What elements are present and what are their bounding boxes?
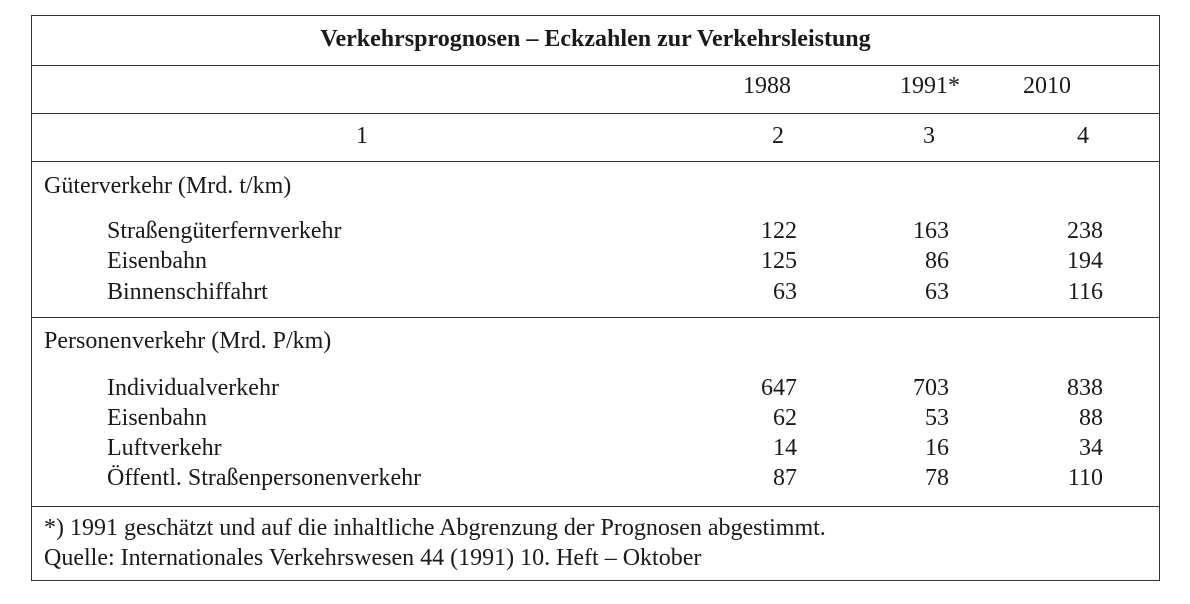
year-header-1988: 1988 [743, 73, 791, 99]
column-number: 1 [356, 123, 368, 149]
cell-2010: 238 [1067, 218, 1103, 244]
source-note: Quelle: Internationales Verkehrswesen 44 (1991) 10. Heft – Oktober [44, 545, 702, 571]
row-label: Individualverkehr [107, 375, 279, 401]
section-heading-personenverkehr: Personenverkehr (Mrd. P/km) [44, 328, 332, 354]
cell-1988: 14 [773, 435, 797, 461]
divider [32, 317, 1159, 318]
cell-1991: 53 [925, 405, 949, 431]
divider [32, 113, 1159, 114]
row-label: Öffentl. Straßenpersonenverkehr [107, 465, 422, 491]
cell-1991: 703 [913, 375, 949, 401]
row-label: Eisenbahn [107, 248, 207, 274]
cell-1988: 62 [773, 405, 797, 431]
column-number: 3 [923, 123, 935, 149]
footnote: *) 1991 geschätzt und auf die inhaltliche Abgrenzung der Prognosen abgestimmt. [44, 515, 826, 541]
row-label: Luftverkehr [107, 435, 222, 461]
divider [32, 506, 1159, 507]
divider [32, 65, 1159, 66]
row-label: Straßengüterfernverkehr [107, 218, 342, 244]
year-header-2010: 2010 [1023, 73, 1071, 99]
cell-1988: 647 [761, 375, 797, 401]
table-frame [31, 15, 1160, 581]
cell-1988: 63 [773, 279, 797, 305]
cell-2010: 116 [1067, 279, 1103, 305]
divider [32, 161, 1159, 162]
cell-2010: 34 [1079, 435, 1103, 461]
column-number: 2 [772, 123, 784, 149]
cell-1988: 125 [761, 248, 797, 274]
cell-2010: 194 [1067, 248, 1103, 274]
cell-2010: 110 [1067, 465, 1103, 491]
cell-1988: 87 [773, 465, 797, 491]
cell-2010: 88 [1079, 405, 1103, 431]
year-header-1991: 1991* [900, 73, 960, 99]
row-label: Eisenbahn [107, 405, 207, 431]
column-number: 4 [1077, 123, 1089, 149]
section-heading-gueterverkehr: Güterverkehr (Mrd. t/km) [44, 173, 292, 199]
cell-1991: 78 [925, 465, 949, 491]
cell-1991: 163 [913, 218, 949, 244]
row-label: Binnenschiffahrt [107, 279, 268, 305]
cell-2010: 838 [1067, 375, 1103, 401]
cell-1991: 63 [925, 279, 949, 305]
cell-1988: 122 [761, 218, 797, 244]
cell-1991: 86 [925, 248, 949, 274]
cell-1991: 16 [925, 435, 949, 461]
table-title: Verkehrsprognosen – Eckzahlen zur Verkehrsleistung [320, 26, 871, 52]
